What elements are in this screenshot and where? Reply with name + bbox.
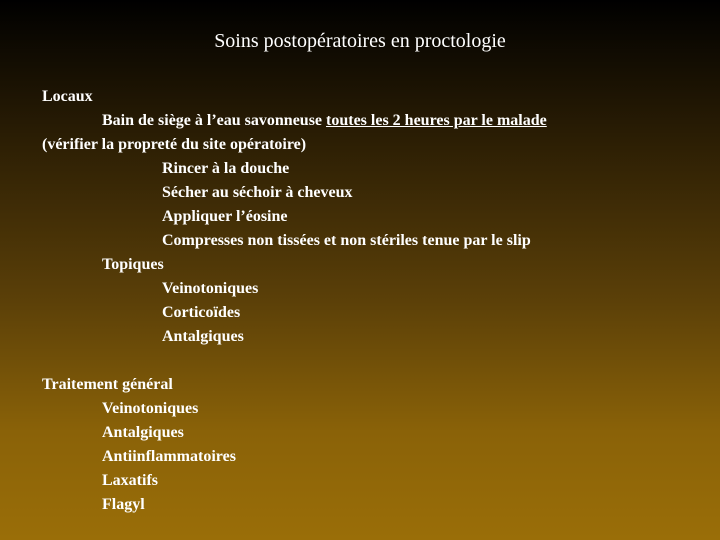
topiques-heading: Topiques [102,256,164,273]
bain-continuation: (vérifier la propreté du site opératoire) [42,136,307,153]
general-item: Laxatifs [102,472,158,489]
topique-item: Veinotoniques [162,280,259,297]
general-item: Antalgiques [102,424,184,441]
topique-item: Antalgiques [162,328,244,345]
step-item: Compresses non tissées et non stériles tenue par le slip [162,232,531,249]
bain-prefix: Bain de siège à l’eau savonneuse [102,112,327,129]
topique-item: Corticoïdes [162,304,241,321]
bain-line [102,111,547,131]
general-heading: Traitement général [42,376,173,393]
locaux-heading: Locaux [42,88,93,105]
general-item: Veinotoniques [102,400,199,417]
general-item: Antiinflammatoires [102,448,236,465]
general-item: Flagyl [102,496,145,513]
step-item: Sécher au séchoir à cheveux [162,184,353,201]
step-item: Rincer à la douche [162,160,290,177]
bain-underlined: toutes les 2 heures par le malade [326,112,547,129]
step-item: Appliquer l’éosine [162,208,288,225]
slide-title: Soins postopératoires en proctologie [214,30,506,52]
